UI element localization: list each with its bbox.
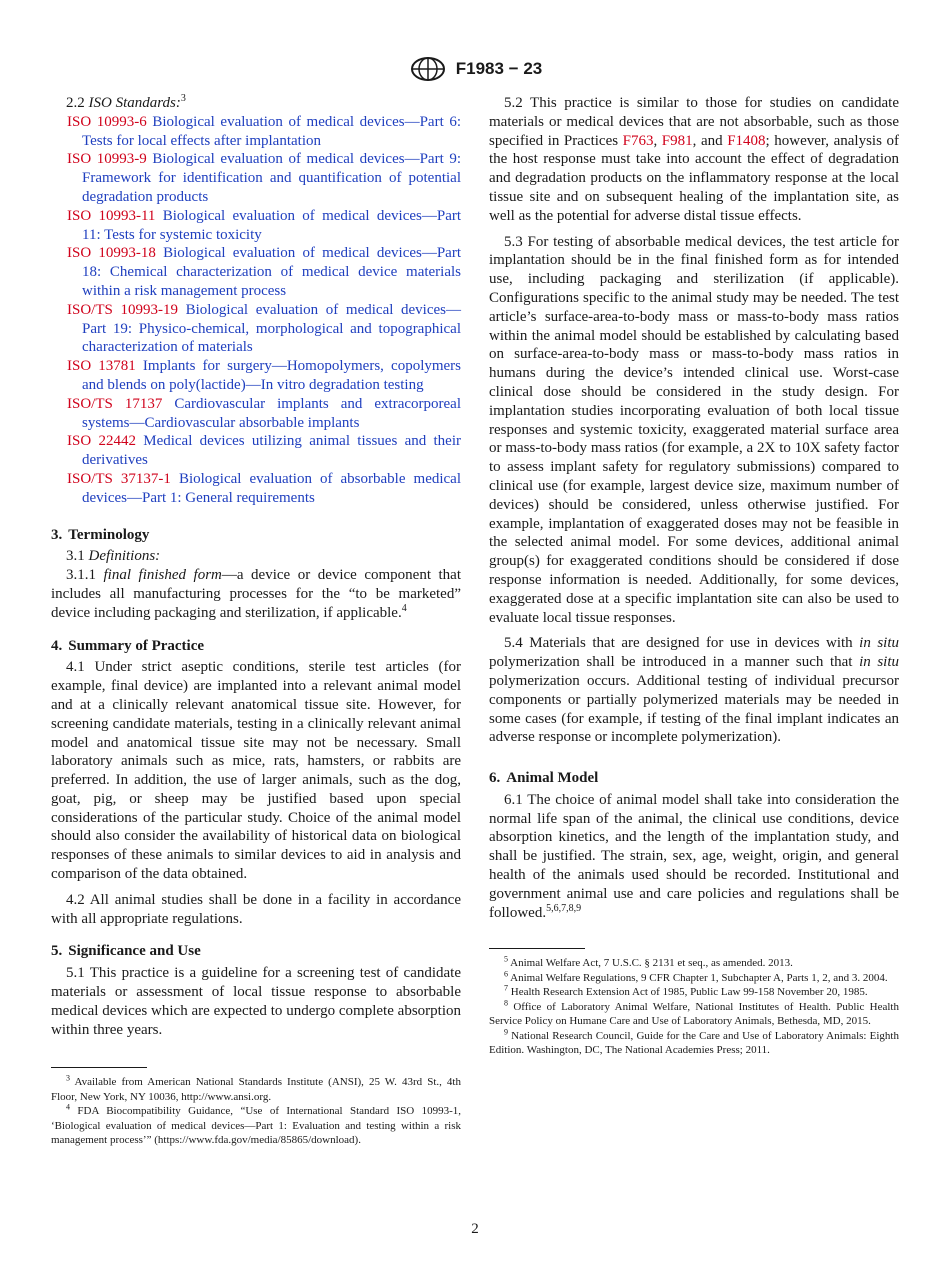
iso-reference-list	[51, 113, 461, 508]
left-column	[51, 94, 461, 1148]
iso-reference-link[interactable]: ISO 10993-18	[67, 245, 156, 262]
footnote-9: $^9$ National Research Council, Guide for the Care and Use of Laboratory Animals: Eighth Edition. Washington, DC, The National Academies Press; 2011.	[489, 1027, 899, 1057]
astm-logo-icon	[408, 56, 448, 82]
practice-link-f981[interactable]: F981	[661, 132, 693, 149]
section-heading-summary: 4. Summary of Practice	[51, 637, 205, 654]
paragraph-5-2: 5.2 This practice is similar to those for studies on candidate materials or medical devices that are not absorbable, such as those specified in Practices F763, F981, and F1408; however, analysis of the host response must take into account the effect of degradation and degradation products on the inflammatory response at the local tissue site and on subsequent healing of the implantation site, as well as the potential for adverse distal tissue effects.	[489, 95, 899, 224]
iso-reference-title[interactable]: Biological evaluation of medical devices—Part 6: Tests for local effects after implantation	[82, 113, 462, 149]
iso-reference	[51, 395, 461, 433]
practice-link-f763[interactable]: F763	[622, 132, 654, 149]
iso-reference-title[interactable]: Biological evaluation of medical devices—Part 19: Physico-chemical, morphological and topographical characterization of materials	[82, 301, 461, 356]
section-heading-significance: 5. Significance and Use	[51, 943, 201, 960]
paragraph-4-1: 4.1 Under strict aseptic conditions, sterile test articles (for example, final device) are implanted into a relevant animal model and at a clinically relevant anatomical tissue site. However, for screening candidate materials, testing in a clinically relevant animal model and anatomical tissue site may not be necessary. Small laboratory animals such as mice, rats, hamsters, or rabbits are preferred. In addition, the use of larger animals, such as the dog, goat, pig, or sheep may be justified based upon special considerations of the particular study. Choice of the animal model should also consider the availability of historical data on biological responses of these animals to similar devices to aid in analysis and comparison of the data obtained.	[51, 659, 461, 883]
footnote-5: $^5$ Animal Welfare Act, 7 U.S.C. § 2131 et seq., as amended. 2013.	[504, 954, 793, 970]
document-id: F1983 − 23	[455, 59, 543, 78]
right-column	[489, 94, 899, 1058]
iso-reference-title[interactable]: Implants for surgery—Homopolymers, copolymers and blends on poly(lactide)—In vitro degradation testing	[82, 358, 462, 393]
footnote-3: $^3$ Available from American National Standards Institute (ANSI), 25 W. 43rd St., 4th Floor, New York, NY 10036, http://www.ansi.org.	[51, 1073, 461, 1103]
iso-reference-title[interactable]: Biological evaluation of medical devices—Part 11: Tests for systemic toxicity	[82, 207, 462, 243]
iso-reference-link[interactable]: ISO 22442	[67, 433, 136, 450]
paragraph-3-1-1: 3.1.1 final finished form—a device or device component that includes all manufacturing processes for the “to be marketed” device including packaging and sterilization, if applicable.$^4$	[51, 567, 462, 621]
page-number: 2	[471, 1221, 479, 1237]
iso-reference	[51, 357, 461, 395]
iso-reference-link[interactable]: ISO/TS 10993-19	[67, 301, 178, 318]
paragraph-5-4: 5.4 Materials that are designed for use in devices with in situ polymerization shall be introduced in a manner such that in situ polymerization occurs. Additional testing of individual precursor components or partially polymerized materials may be needed in some cases (for example, if testing of the final implant indicates an adverse response or incomplete polymerization).	[489, 635, 899, 746]
footnote-8: $^8$ Office of Laboratory Animal Welfare, National Institutes of Health. Public Health Service Policy on Humane Care and Use of Laboratory Animals, Bethesda, MD, 2015.	[489, 998, 899, 1028]
paragraph-5-1: 5.1 This practice is a guideline for a screening test of candidate materials or assessment of local tissue response to absorbable medical devices which are expected to undergo complete absorption within three years.	[51, 965, 461, 1038]
paragraph-5-3: 5.3 For testing of absorbable medical devices, the test article for implantation should be in the final finished form as for intended use, including packaging and sterilization (if applicable). Configurations specific to the animal study may be needed. The test article’s surface-area-to-body mass or mass-to-body mass ratios within the animal model should be established by calculating based on surface-area-to-body mass or mass-to-body mass ratios in humans during the device’s intended clinical use. Worst-case clinical dose should be considered in the study design. For implantation studies incorporating evaluation of both local tissue responses and systemic toxicity, exaggerated material surface area or mass-to-body mass ratios (for example, a 2X to 10X safety factor to assess implant safety for regulatory submissions) compared to clinical use (for example, largest device size, maximum number of devices) should be considered, unless otherwise justified. For example, implantation of exaggerated doses may not be feasible in the selected animal model. For some devices, additional animal group(s) for exaggerated conditions should be considered if dose response information is needed. Additionally, for some devices, exaggerated dose at a specific implantation site can also be used to evaluate local tissue responses.	[489, 233, 899, 626]
iso-reference	[51, 244, 461, 300]
iso-reference	[51, 301, 461, 357]
iso-reference-title[interactable]: Biological evaluation of medical devices—Part 9: Framework for identification and quantification of potential degradation products	[82, 151, 462, 205]
footnote-divider	[51, 1067, 147, 1068]
iso-reference-link[interactable]: ISO 10993-9	[67, 151, 147, 168]
paragraph-3-1: 3.1 Definitions:	[66, 548, 161, 565]
iso-reference-link[interactable]: ISO 10993-11	[67, 207, 156, 224]
iso-reference	[51, 470, 461, 508]
iso-reference-link[interactable]: ISO 13781	[67, 358, 136, 375]
section-heading-animal-model: 6. Animal Model	[489, 770, 599, 787]
footnote-divider	[489, 948, 585, 949]
footnote-7: $^7$ Health Research Extension Act of 1985, Public Law 99-158 November 20, 1985.	[504, 983, 868, 999]
iso-reference-title[interactable]: Biological evaluation of medical devices—Part 18: Chemical characterization of medical device materials within a risk management process	[82, 245, 462, 299]
iso-standards-heading: 2.2 ISO Standards:$^3$	[66, 93, 186, 111]
iso-reference-link[interactable]: ISO 10993-6	[67, 113, 147, 130]
practice-link-f1408[interactable]: F1408	[727, 132, 766, 149]
iso-reference-title[interactable]: Medical devices utilizing animal tissues and their derivatives	[82, 433, 461, 469]
iso-reference	[51, 150, 461, 206]
iso-reference	[51, 432, 461, 470]
iso-reference-title[interactable]: Cardiovascular implants and extracorporeal systems—Cardiovascular absorbable implants	[82, 395, 461, 431]
iso-reference-title[interactable]: Biological evaluation of absorbable medical devices—Part 1: General requirements	[82, 470, 462, 506]
iso-reference-link[interactable]: ISO/TS 37137-1	[67, 470, 171, 487]
paragraph-6-1: 6.1 The choice of animal model shall take into consideration the normal life span of the animal, the clinical use conditions, device absorption kinetics, and the length of the implantation study, and shall be justified. The strain, sex, age, weight, origin, and general health of the animals used should be recorded. Institutional and government animal use and care policies and regulations shall be followed.$^{5,6,7,8,9}$	[489, 791, 899, 921]
footnote-4: $^4$ FDA Biocompatibility Guidance, “Use of International Standard ISO 10993-1, ‘Biological evaluation of medical devices—Part 1: Evaluation and testing within a risk management process’” (https://www.fda.gov/media/85865/download).	[51, 1102, 462, 1147]
iso-reference	[51, 207, 461, 245]
page-header	[0, 56, 950, 82]
iso-reference	[51, 113, 461, 151]
footnote-6: $^6$ Animal Welfare Regulations, 9 CFR Chapter 1, Subchapter A, Parts 1, 2, and 3. 2004.	[504, 969, 888, 984]
iso-reference-link[interactable]: ISO/TS 17137	[67, 395, 163, 412]
paragraph-4-2: 4.2 All animal studies shall be done in a facility in accordance with all appropriate regulations.	[51, 891, 461, 927]
section-heading-terminology: 3. Terminology	[51, 526, 150, 543]
